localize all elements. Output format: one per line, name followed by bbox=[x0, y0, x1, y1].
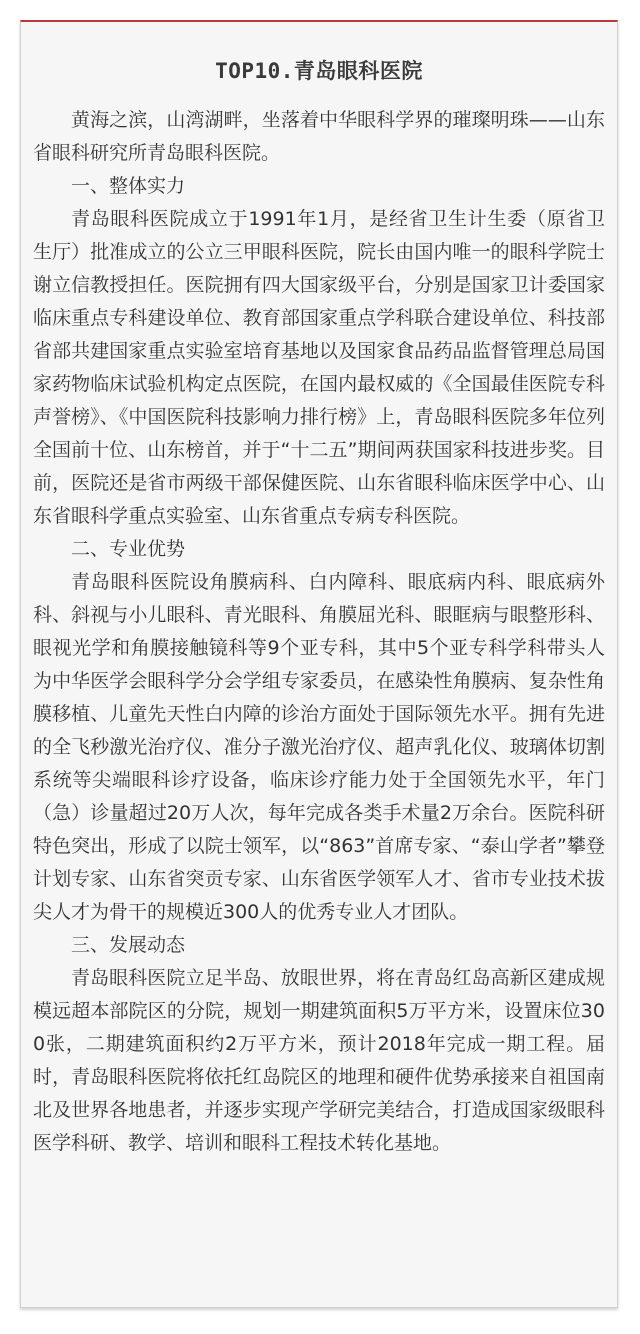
professional-advantages-paragraph: 青岛眼科医院设角膜病科、白内障科、眼底病内科、眼底病外科、斜视与小儿眼科、青光眼科、角膜屈光科、眼眶病与眼整形科、眼视光学和角膜接触镜科等9个亚专科，其中5个亚专科学科带头人为中华医学会眼科学分会学组专家委员，在感染性角膜病、复杂性角膜移植、儿童先天性白内障的诊治方面处于国际领先水平。拥有先进的全飞秒激光治疗仪、准分子激光治疗仪、超声乳化仪、玻璃体切割系统等尖端眼科诊疗设备，临床诊疗能力处于全国领先水平，年门（急）诊量超过20万人次，每年完成各类手术量2万余台。医院科研特色突出，形成了以院士领军，以“863”首席专家、“泰山学者”攀登计划专家、山东省突贡专家、山东省医学领军人才、省市专业技术拔尖人才为骨干的规模近300人的优秀专业人才团队。 bbox=[33, 571, 605, 923]
development-paragraph: 青岛眼科医院立足半岛、放眼世界，将在青岛红岛高新区建成规模远超本部院区的分院，规划一期建筑面积5万平方米，设置床位300张，二期建筑面积约2万平方米，预计2018年完成一期工程。届时，青岛眼科医院将依托红岛院区的地理和硬件优势承接来自祖国南北及世界各地患者，并逐步实现产学研完美结合，打造成国家级眼科医学科研、教学、培训和眼科工程技术转化基地。 bbox=[33, 967, 605, 1154]
intro-paragraph: 黄海之滨，山湾湖畔，坐落着中华眼科学界的璀璨明珠——山东省眼科研究所青岛眼科医院。 bbox=[33, 109, 605, 164]
article-body bbox=[21, 104, 617, 1160]
overall-strength-paragraph: 青岛眼科医院成立于1991年1月，是经省卫生计生委（原省卫生厅）批准成立的公立三甲眼科医院，院长由国内唯一的眼科学院士谢立信教授担任。医院拥有四大国家级平台，分别是国家卫计委国家临床重点专科建设单位、教育部国家重点学科联合建设单位、科技部省部共建国家重点实验室培育基地以及国家食品药品监督管理总局国家药物临床试验机构定点医院，在国内最权威的《全国最佳医院专科声誉榜》、《中国医院科技影响力排行榜》上，青岛眼科医院多年位列全国前十位、山东榜首，并于“十二五”期间两获国家科技进步奖。目前，医院还是省市两级干部保健医院、山东省眼科临床医学中心、山东省眼科学重点实验室、山东省重点专病专科医院。 bbox=[33, 208, 605, 527]
article-card bbox=[20, 20, 618, 1308]
section-heading-overall-strength: 一、整体实力 bbox=[71, 175, 186, 197]
section-heading-professional-advantages: 二、专业优势 bbox=[71, 538, 186, 560]
article-title: TOP10.青岛眼科医院 bbox=[215, 59, 423, 83]
section-heading-development: 三、发展动态 bbox=[71, 934, 186, 956]
